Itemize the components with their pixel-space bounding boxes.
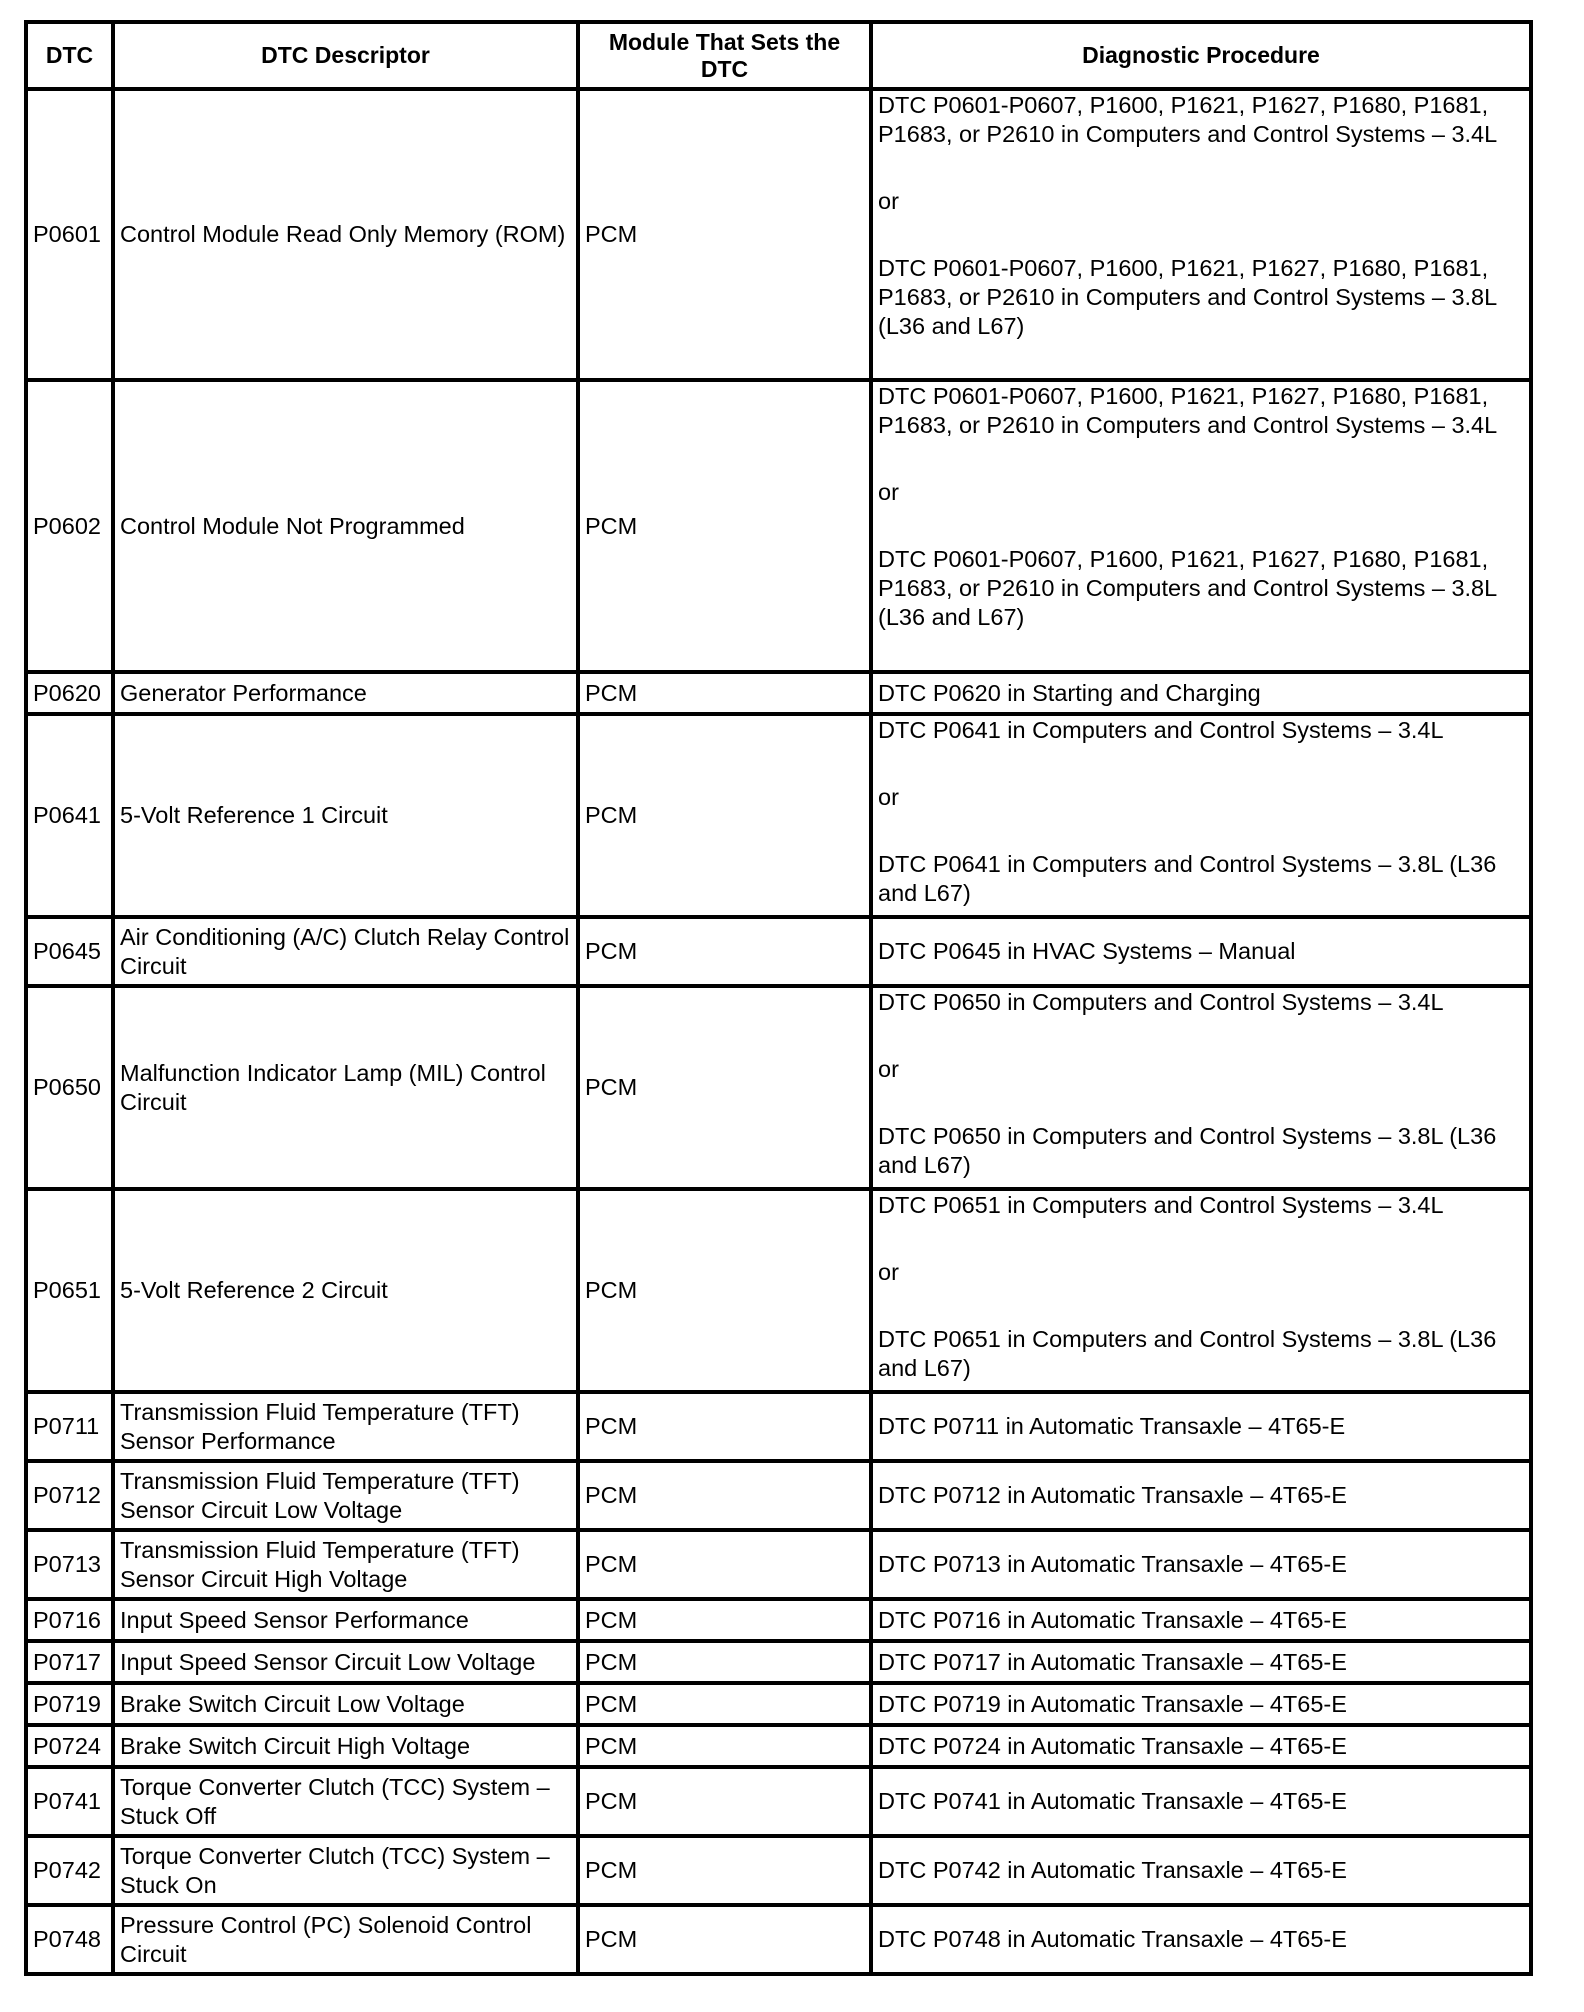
procedure-spacer	[878, 1017, 1524, 1055]
dtc-descriptor-cell: Torque Converter Clutch (TCC) System – Stuck On	[113, 1836, 578, 1905]
procedure-spacer	[878, 149, 1524, 187]
header-module: Module That Sets the DTC	[578, 22, 871, 89]
dtc-code-cell: P0651	[26, 1189, 113, 1392]
dtc-code-cell: P0716	[26, 1599, 113, 1641]
diagnostic-procedure-cell	[871, 1599, 1531, 1641]
procedure-link-text: DTC P0601-P0607, P1600, P1621, P1627, P1680, P1681, P1683, or P2610 in Computers and Control Systems – 3.8L (L36 and L67)	[878, 255, 1497, 339]
dtc-code-cell: P0712	[26, 1461, 113, 1530]
dtc-descriptor-cell: Torque Converter Clutch (TCC) System – Stuck Off	[113, 1767, 578, 1836]
dtc-code-cell: P0741	[26, 1767, 113, 1836]
procedure-link-text: DTC P0713 in Automatic Transaxle – 4T65-E	[878, 1551, 1347, 1577]
procedure-link-text: DTC P0641 in Computers and Control Systems – 3.4L	[878, 717, 1444, 743]
dtc-descriptor-cell: Control Module Not Programmed	[113, 380, 578, 672]
header-descriptor: DTC Descriptor	[113, 22, 578, 89]
procedure-spacer	[878, 812, 1524, 850]
procedure-or-text: or	[878, 1259, 899, 1285]
module-cell: PCM	[578, 89, 871, 380]
dtc-descriptor-cell: Pressure Control (PC) Solenoid Control Circuit	[113, 1905, 578, 1974]
table-row	[26, 714, 1531, 917]
table-row	[26, 1189, 1531, 1392]
table-row	[26, 1641, 1531, 1683]
dtc-descriptor-cell: Input Speed Sensor Circuit Low Voltage	[113, 1641, 578, 1683]
procedure-spacer	[878, 216, 1524, 254]
diagnostic-procedure-cell	[871, 1767, 1531, 1836]
table-header	[26, 22, 1531, 89]
module-cell: PCM	[578, 1725, 871, 1767]
dtc-code-cell: P0748	[26, 1905, 113, 1974]
procedure-link-text: DTC P0651 in Computers and Control Systems – 3.8L (L36 and L67)	[878, 1326, 1497, 1381]
procedure-link-text: DTC P0712 in Automatic Transaxle – 4T65-E	[878, 1482, 1347, 1508]
module-cell: PCM	[578, 1392, 871, 1461]
diagnostic-procedure-cell	[871, 1392, 1531, 1461]
procedure-or-text: or	[878, 479, 899, 505]
module-cell: PCM	[578, 1767, 871, 1836]
dtc-code-cell: P0724	[26, 1725, 113, 1767]
procedure-spacer	[878, 1287, 1524, 1325]
table-row	[26, 1725, 1531, 1767]
table-row	[26, 89, 1531, 380]
diagnostic-procedure-cell	[871, 1530, 1531, 1599]
dtc-descriptor-cell: Control Module Read Only Memory (ROM)	[113, 89, 578, 380]
procedure-link-text: DTC P0601-P0607, P1600, P1621, P1627, P1680, P1681, P1683, or P2610 in Computers and Control Systems – 3.4L	[878, 92, 1498, 147]
diagnostic-procedure-cell	[871, 89, 1531, 380]
module-cell: PCM	[578, 1599, 871, 1641]
table-row	[26, 917, 1531, 986]
diagnostic-procedure-cell	[871, 1461, 1531, 1530]
diagnostic-procedure-cell	[871, 1683, 1531, 1725]
procedure-spacer	[878, 1220, 1524, 1258]
procedure-spacer	[878, 507, 1524, 545]
dtc-code-cell: P0602	[26, 380, 113, 672]
dtc-descriptor-cell: Air Conditioning (A/C) Clutch Relay Control Circuit	[113, 917, 578, 986]
dtc-code-cell: P0717	[26, 1641, 113, 1683]
procedure-link-text: DTC P0742 in Automatic Transaxle – 4T65-E	[878, 1857, 1347, 1883]
dtc-descriptor-cell: Malfunction Indicator Lamp (MIL) Control Circuit	[113, 986, 578, 1189]
dtc-descriptor-cell: 5-Volt Reference 2 Circuit	[113, 1189, 578, 1392]
table-row	[26, 1461, 1531, 1530]
diagnostic-procedure-cell	[871, 1725, 1531, 1767]
diagnostic-procedure-cell	[871, 917, 1531, 986]
diagnostic-procedure-cell	[871, 380, 1531, 672]
header-row	[26, 22, 1531, 89]
dtc-descriptor-cell: Generator Performance	[113, 672, 578, 714]
dtc-code-cell: P0713	[26, 1530, 113, 1599]
dtc-code-cell: P0711	[26, 1392, 113, 1461]
table-row	[26, 1836, 1531, 1905]
dtc-code-cell: P0650	[26, 986, 113, 1189]
diagnostic-procedure-cell	[871, 714, 1531, 917]
module-cell: PCM	[578, 714, 871, 917]
dtc-descriptor-cell: Transmission Fluid Temperature (TFT) Sensor Performance	[113, 1392, 578, 1461]
diagnostic-procedure-cell	[871, 1189, 1531, 1392]
module-cell: PCM	[578, 917, 871, 986]
procedure-link-text: DTC P0716 in Automatic Transaxle – 4T65-E	[878, 1606, 1347, 1633]
procedure-link-text: DTC P0645 in HVAC Systems – Manual	[878, 938, 1296, 964]
procedure-link-text: DTC P0748 in Automatic Transaxle – 4T65-E	[878, 1926, 1347, 1952]
table-row	[26, 1905, 1531, 1974]
table-row	[26, 1392, 1531, 1461]
procedure-or-text: or	[878, 1056, 899, 1082]
module-cell: PCM	[578, 1905, 871, 1974]
procedure-link-text: DTC P0641 in Computers and Control Systems – 3.8L (L36 and L67)	[878, 851, 1497, 906]
module-cell: PCM	[578, 1461, 871, 1530]
module-cell: PCM	[578, 1189, 871, 1392]
table-row	[26, 672, 1531, 714]
diagnostic-procedure-cell	[871, 1641, 1531, 1683]
table-row	[26, 1683, 1531, 1725]
procedure-spacer	[878, 440, 1524, 478]
procedure-link-text: DTC P0650 in Computers and Control Systems – 3.4L	[878, 989, 1444, 1015]
dtc-descriptor-cell: Brake Switch Circuit Low Voltage	[113, 1683, 578, 1725]
procedure-or-text: or	[878, 188, 899, 214]
module-cell: PCM	[578, 380, 871, 672]
table-row	[26, 986, 1531, 1189]
procedure-link-text: DTC P0601-P0607, P1600, P1621, P1627, P1680, P1681, P1683, or P2610 in Computers and Control Systems – 3.4L	[878, 383, 1498, 438]
procedure-link-text: DTC P0601-P0607, P1600, P1621, P1627, P1680, P1681, P1683, or P2610 in Computers and Control Systems – 3.8L (L36 and L67)	[878, 546, 1497, 630]
table-row	[26, 1599, 1531, 1641]
dtc-table	[24, 20, 1533, 1976]
procedure-link-text: DTC P0741 in Automatic Transaxle – 4T65-E	[878, 1788, 1347, 1814]
table-row	[26, 1530, 1531, 1599]
dtc-code-cell: P0641	[26, 714, 113, 917]
dtc-descriptor-cell: Transmission Fluid Temperature (TFT) Sensor Circuit Low Voltage	[113, 1461, 578, 1530]
procedure-link-text: DTC P0724 in Automatic Transaxle – 4T65-E	[878, 1732, 1347, 1759]
procedure-link-text: DTC P0651 in Computers and Control Systems – 3.4L	[878, 1192, 1444, 1218]
dtc-descriptor-cell: Input Speed Sensor Performance	[113, 1599, 578, 1641]
table-row	[26, 1767, 1531, 1836]
module-cell: PCM	[578, 672, 871, 714]
dtc-code-cell: P0742	[26, 1836, 113, 1905]
dtc-descriptor-cell: Transmission Fluid Temperature (TFT) Sensor Circuit High Voltage	[113, 1530, 578, 1599]
procedure-or-text: or	[878, 784, 899, 810]
table-body	[26, 89, 1531, 1974]
dtc-code-cell: P0620	[26, 672, 113, 714]
module-cell: PCM	[578, 1641, 871, 1683]
diagnostic-procedure-cell	[871, 1905, 1531, 1974]
diagnostic-procedure-cell	[871, 1836, 1531, 1905]
diagnostic-procedure-cell	[871, 986, 1531, 1189]
procedure-link-text: DTC P0719 in Automatic Transaxle – 4T65-E	[878, 1690, 1347, 1717]
dtc-descriptor-cell: 5-Volt Reference 1 Circuit	[113, 714, 578, 917]
procedure-link-text: DTC P0620 in Starting and Charging	[878, 679, 1261, 706]
diagnostic-procedure-cell	[871, 672, 1531, 714]
procedure-link-text: DTC P0650 in Computers and Control Systems – 3.8L (L36 and L67)	[878, 1123, 1497, 1178]
dtc-code-cell: P0719	[26, 1683, 113, 1725]
module-cell: PCM	[578, 1836, 871, 1905]
module-cell: PCM	[578, 1683, 871, 1725]
procedure-link-text: DTC P0717 in Automatic Transaxle – 4T65-E	[878, 1648, 1347, 1675]
dtc-code-cell: P0601	[26, 89, 113, 380]
header-procedure: Diagnostic Procedure	[871, 22, 1531, 89]
dtc-code-cell: P0645	[26, 917, 113, 986]
procedure-spacer	[878, 1084, 1524, 1122]
header-dtc: DTC	[26, 22, 113, 89]
table-row	[26, 380, 1531, 672]
dtc-descriptor-cell: Brake Switch Circuit High Voltage	[113, 1725, 578, 1767]
module-cell: PCM	[578, 986, 871, 1189]
module-cell: PCM	[578, 1530, 871, 1599]
procedure-spacer	[878, 745, 1524, 783]
procedure-link-text: DTC P0711 in Automatic Transaxle – 4T65-E	[878, 1413, 1346, 1439]
